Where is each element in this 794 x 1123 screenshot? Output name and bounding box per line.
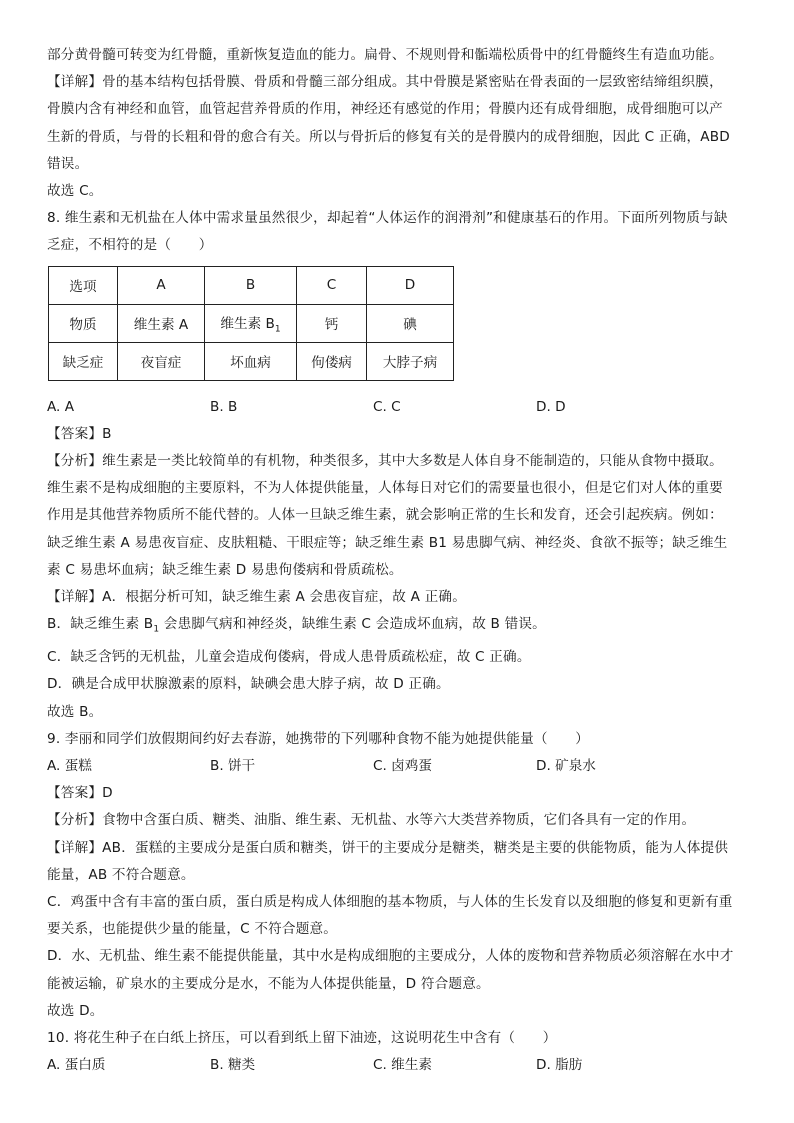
- question-9-choices: [47, 753, 747, 780]
- question-10-stem: 10. 将花生种子在白纸上挤压，可以看到纸上留下油迹，这说明花生中含有（ ）: [47, 1030, 557, 1047]
- subscript: 1: [153, 624, 160, 635]
- analysis-line: 作用是其他营养物质所不能代替的。人体一旦缺乏维生素，就会影响正常的生长和发育，还会引起疾病。例如：: [47, 507, 723, 524]
- conclusion-line: 故选 B。: [47, 703, 103, 720]
- choice-c: C. 维生素: [373, 1057, 432, 1074]
- table-cell: 大脖子病: [367, 342, 454, 380]
- subscript: 1: [274, 324, 281, 335]
- choice-a: A. 蛋糕: [47, 757, 92, 774]
- analysis-line: 【分析】维生素是一类比较简单的有机物，种类很多，其中大多数是人体自身不能制造的，只能从食物中摄取。: [47, 453, 723, 470]
- choice-d: D. 矿泉水: [536, 757, 596, 774]
- analysis-line: 维生素不是构成细胞的主要原料，不为人体提供能量，人体每日对它们的需要量也很小，但是它们对人体的重要: [47, 480, 723, 497]
- table-cell: D: [367, 266, 454, 304]
- question-10-choices: [47, 1052, 747, 1079]
- choice-b: B. 糖类: [210, 1057, 256, 1074]
- detail-line: 【详解】A．根据分析可知，缺乏维生素 A 会患夜盲症，故 A 正确。: [47, 589, 467, 606]
- cell-text: 维生素 B: [220, 315, 275, 332]
- conclusion-line: 故选 D。: [47, 1002, 104, 1019]
- table-header-row: [49, 266, 454, 304]
- text-line: 能被运输，矿泉水的主要成分是水，不能为人体提供能量，D 符合题意。: [47, 975, 490, 992]
- choice-c: C. C: [373, 398, 401, 415]
- choice-a: A. A: [47, 398, 75, 415]
- question-8-stem: 8. 维生素和无机盐在人体中需求量虽然很少，却起着“人体运作的润滑剂”和健康基石的作用。下面所列物质与缺: [47, 210, 728, 227]
- choice-a: A. 蛋白质: [47, 1057, 106, 1074]
- text-line: 生新的骨质，与骨的长粗和骨的愈合有关。所以与骨折后的修复有关的是骨膜内的成骨细胞，因此 C 正确，ABD: [47, 128, 730, 145]
- detail-line: D．碘是合成甲状腺激素的原料，缺碘会患大脖子病，故 D 正确。: [47, 676, 450, 693]
- choice-d: D. D: [536, 398, 566, 415]
- choice-b: B. 饼干: [210, 757, 256, 774]
- table-cell: 钙: [297, 304, 367, 342]
- question-8-stem: 乏症，不相符的是（ ）: [47, 237, 213, 254]
- choice-c: C. 卤鸡蛋: [373, 757, 432, 774]
- text-line: 【分析】食物中含蛋白质、糖类、油脂、维生素、无机盐、水等六大类营养物质，它们各具有一定的作用。: [47, 812, 696, 829]
- answer-line: 【答案】D: [47, 785, 113, 802]
- question-8-choices: [47, 394, 747, 421]
- table-cell: 维生素 A: [118, 304, 205, 342]
- detail-line: [47, 611, 747, 644]
- text-line: 【详解】AB．蛋糕的主要成分是蛋白质和糖类，饼干的主要成分是糖类，糖类是主要的供能物质，能为人体提供: [47, 839, 729, 856]
- text-line: 能量，AB 不符合题意。: [47, 866, 195, 883]
- table-row: [49, 342, 454, 380]
- table-row: [49, 304, 454, 342]
- table-cell: 坏血病: [205, 342, 297, 380]
- analysis-line: 素 C 易患坏血病；缺乏维生素 D 易患佝偻病和骨质疏松。: [47, 561, 403, 578]
- detail-text: B．缺乏维生素 B: [47, 616, 154, 633]
- table-cell: 物质: [49, 304, 118, 342]
- detail-text: 会患脚气病和神经炎，缺维生素 C 会造成坏血病，故 B 错误。: [159, 616, 546, 633]
- table-cell: 佝偻病: [297, 342, 367, 380]
- analysis-line: 缺乏维生素 A 易患夜盲症、皮肤粗糙、干眼症等；缺乏维生素 B1 易患脚气病、神经炎、食欲不振等；缺乏维生: [47, 534, 728, 551]
- detail-line: C．缺乏含钙的无机盐，儿童会造成佝偻病，骨成人患骨质疏松症，故 C 正确。: [47, 649, 531, 666]
- table-cell: 缺乏症: [49, 342, 118, 380]
- choice-d: D. 脂肪: [536, 1057, 583, 1074]
- table-cell: 碘: [367, 304, 454, 342]
- table-cell: B: [205, 266, 297, 304]
- question-9-stem: 9. 李丽和同学们放假期间约好去春游，她携带的下列哪种食物不能为她提供能量（ ）: [47, 730, 590, 747]
- text-line: D．水、无机盐、维生素不能提供能量，其中水是构成细胞的主要成分，人体的废物和营养物质必须溶解在水中才: [47, 948, 734, 965]
- text-line: 错误。: [47, 155, 89, 172]
- choice-b: B. B: [210, 398, 238, 415]
- answer-line: 【答案】B: [47, 425, 112, 442]
- table-cell: [205, 304, 297, 342]
- text-line: 骨膜内含有神经和血管，血管起营养骨质的作用，神经还有感觉的作用；骨膜内还有成骨细胞，成骨细胞可以产: [47, 101, 723, 118]
- text-line: C．鸡蛋中含有丰富的蛋白质，蛋白质是构成人体细胞的基本物质，与人体的生长发育以及细胞的修复和更新有重: [47, 894, 733, 910]
- table-cell: 夜盲症: [118, 342, 205, 380]
- table-cell: A: [118, 266, 205, 304]
- text-line: 故选 C。: [47, 183, 103, 200]
- text-line: 要关系，也能提供少量的能量，C 不符合题意。: [47, 921, 338, 938]
- table-cell: C: [297, 266, 367, 304]
- document-page: [47, 42, 747, 1079]
- text-line: 部分黄骨髓可转变为红骨髓，重新恢复造血的能力。扁骨、不规则骨和骺端松质骨中的红骨髓终生有造血功能。: [47, 47, 723, 63]
- table-cell: 选项: [49, 266, 118, 304]
- options-table: [48, 266, 454, 381]
- text-line: 【详解】骨的基本结构包括骨膜、骨质和骨髓三部分组成。其中骨膜是紧密贴在骨表面的一层致密结缔组织膜，: [47, 74, 723, 91]
